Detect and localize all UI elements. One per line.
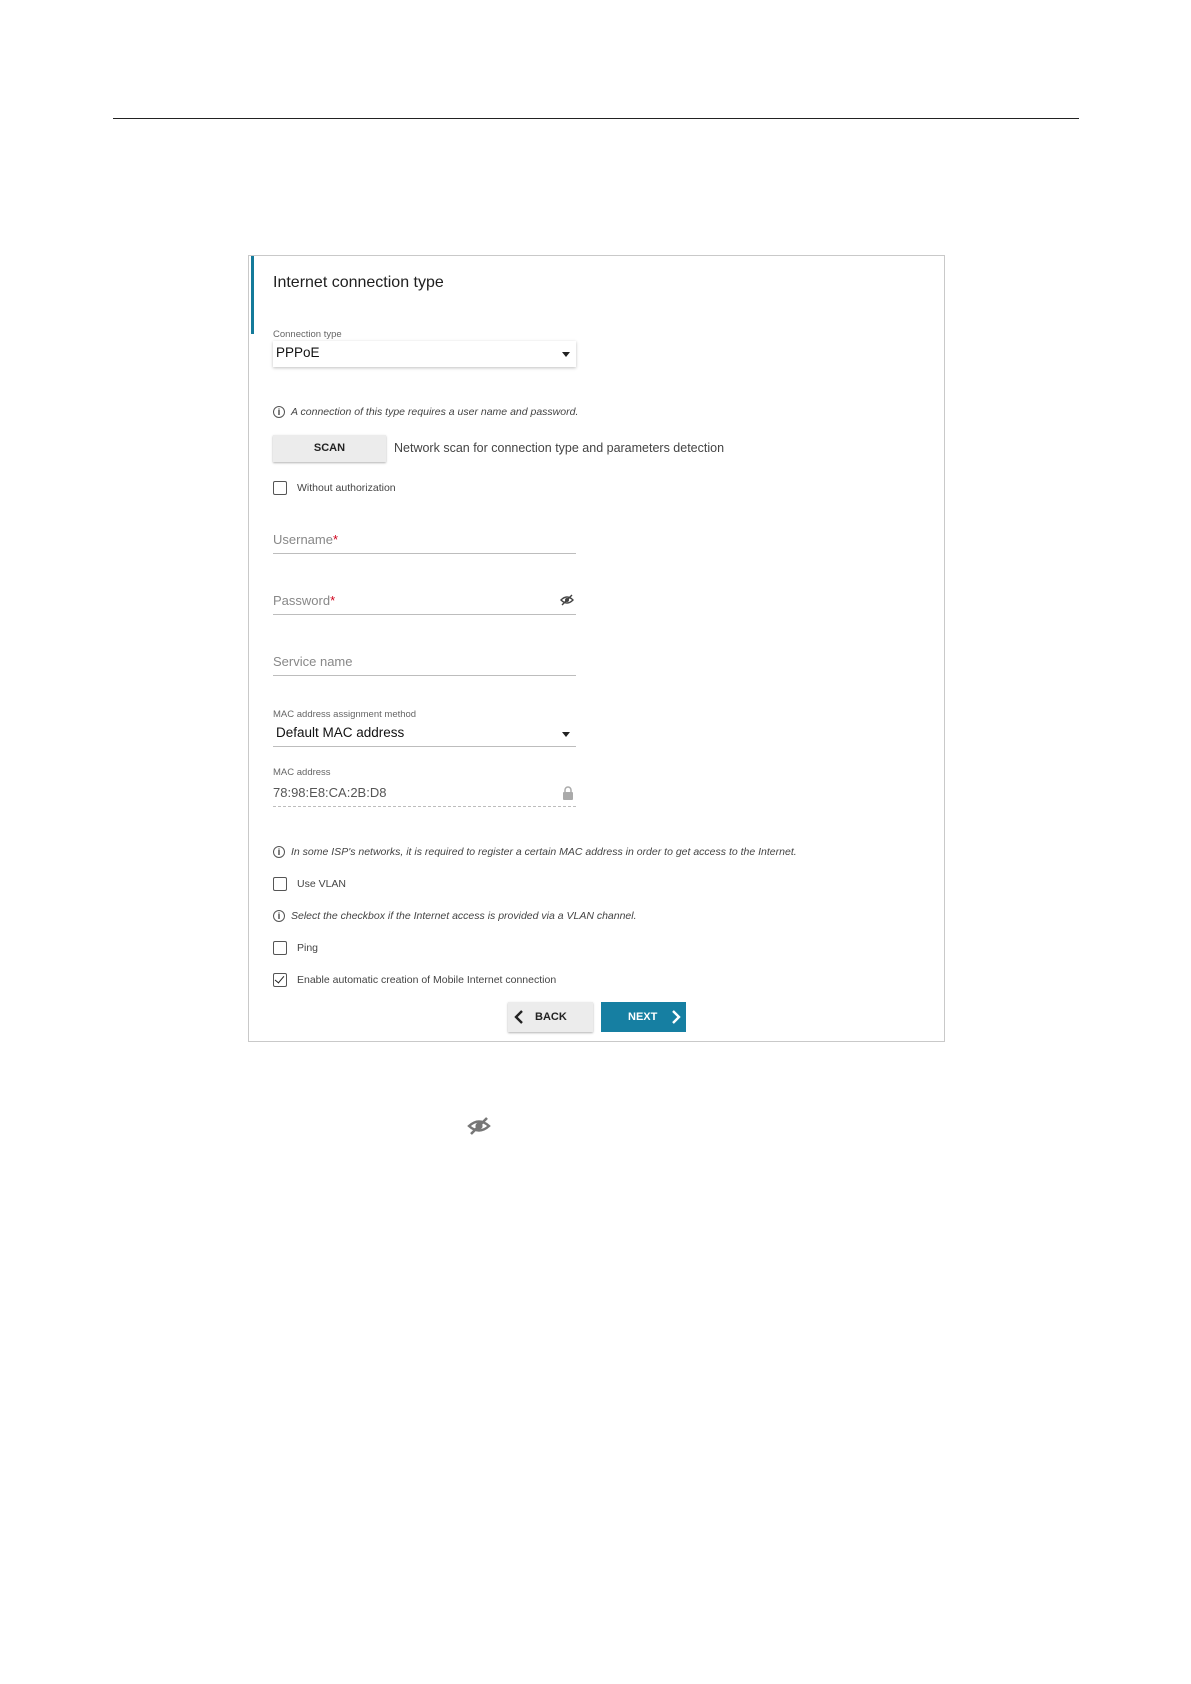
connection-type-value: PPPoE [276, 345, 320, 360]
ping-checkbox[interactable] [273, 941, 287, 955]
mac-method-select[interactable] [273, 721, 576, 747]
required-mark: * [330, 593, 336, 608]
required-mark: * [332, 532, 339, 547]
password-placeholder: Password [273, 593, 331, 608]
page-top-rule [113, 118, 1079, 119]
use-vlan-row [273, 877, 346, 891]
chevron-down-icon [562, 352, 570, 357]
scan-button[interactable]: SCAN [273, 435, 386, 462]
without-authorization-row [273, 481, 396, 495]
password-field[interactable] [273, 589, 576, 615]
mac-address-label: MAC address [273, 767, 331, 778]
eye-slash-icon [467, 1116, 491, 1141]
mobile-auto-row [273, 973, 556, 987]
use-vlan-label: Use VLAN [297, 878, 347, 890]
ping-row [273, 941, 318, 955]
chevron-right-icon [671, 1009, 681, 1028]
connection-info-text: A connection of this type requires a user name and password. [291, 406, 579, 418]
without-authorization-label: Without authorization [297, 482, 396, 494]
connection-type-label: Connection type [273, 329, 342, 340]
chevron-left-icon [514, 1009, 524, 1028]
mac-method-value: Default MAC address [276, 725, 405, 740]
mobile-auto-label: Enable automatic creation of Mobile Internet connection [297, 974, 557, 986]
ping-label: Ping [297, 942, 319, 954]
info-icon: i [273, 406, 285, 418]
mac-info [273, 846, 797, 858]
info-icon: i [273, 846, 285, 858]
scan-description: Network scan for connection type and parameters detection [394, 441, 725, 455]
connection-info [273, 406, 578, 418]
username-placeholder: Username [273, 532, 333, 547]
panel-accent-bar [251, 256, 254, 334]
without-authorization-checkbox[interactable] [273, 481, 287, 495]
service-name-placeholder: Service name [273, 654, 353, 669]
vlan-info-text: Select the checkbox if the Internet access is provided via a VLAN channel. [291, 910, 637, 922]
username-field[interactable] [273, 528, 576, 554]
back-button-label: BACK [535, 1011, 567, 1023]
mac-address-field [273, 781, 576, 807]
internet-connection-panel [248, 255, 945, 1042]
service-name-field[interactable] [273, 650, 576, 676]
mac-method-label: MAC address assignment method [273, 709, 417, 720]
use-vlan-checkbox[interactable] [273, 877, 287, 891]
next-button-label: NEXT [628, 1011, 658, 1023]
panel-title: Internet connection type [273, 274, 444, 291]
mac-info-text: In some ISP's networks, it is required to register a certain MAC address in order to get access to the Internet. [291, 846, 797, 858]
lock-icon [562, 786, 574, 803]
chevron-down-icon [562, 732, 570, 737]
connection-type-select[interactable] [273, 341, 576, 367]
next-button[interactable] [601, 1002, 686, 1032]
vlan-info [273, 910, 637, 922]
info-icon: i [273, 910, 285, 922]
back-button[interactable] [508, 1002, 593, 1032]
eye-slash-icon[interactable] [560, 594, 574, 609]
mobile-auto-checkbox[interactable] [273, 973, 287, 987]
mac-address-value: 78:98:E8:CA:2B:D8 [273, 785, 387, 800]
